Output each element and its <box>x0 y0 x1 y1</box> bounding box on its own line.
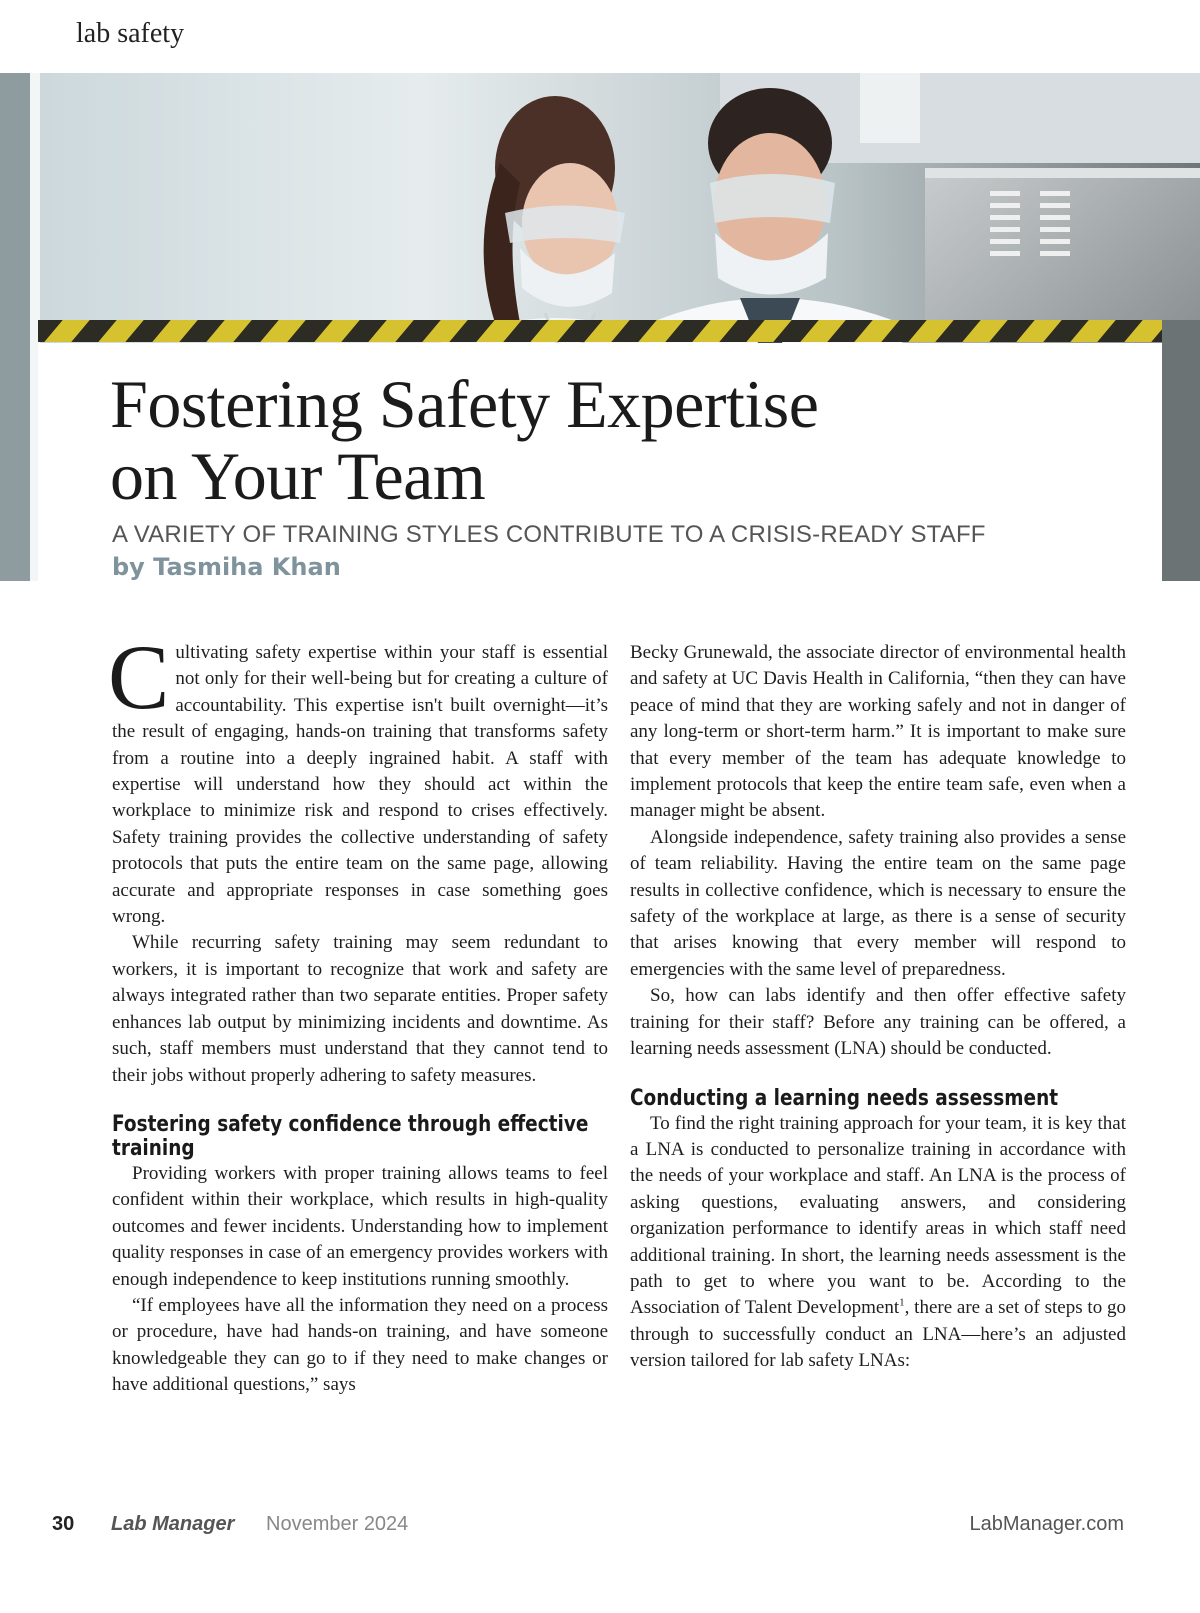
column-left <box>108 626 608 1399</box>
paragraph-8 <box>630 1111 1126 1375</box>
paragraph-7: So, how can labs identify and then offer effective safety training for their staff? Before any training can be offered, a learning needs assessment (LNA) should be conducted. <box>630 985 1126 1060</box>
paragraph-5: Becky Grunewald, the associate director of environmental health and safety at UC Davis Health in California, “then they can have peace of mind that they are working safely and not in danger of any long-term or short-term harm.” It is important to make sure that every member of the team has adequate knowledge to implement protocols that keep the entire team safe, even when a manager might be absent. <box>630 642 1126 822</box>
title-line-1: Fostering Safety Expertise <box>110 366 819 442</box>
paragraph-1-text: ultivating safety expertise within your staff is essential not only for their well-being but for creating a culture of accountability. This expertise isn't built overnight—it’s the result of engaging, hands-on training that transforms safety from a routine into a deeply ingrained habit. A staff with expertise will understand how they should act within the workplace to minimize risk and respond to crises effectively. Safety training provides the collective understanding of safety protocols that puts the entire team on the same page, allowing accurate and appropriate responses in case something goes wrong. <box>112 642 608 928</box>
paragraph-2: While recurring safety training may seem redundant to workers, it is important to recognize that work and safety are always integrated rather than two separate entities. Proper safety enhances lab output by minimizing incidents and downtime. As such, staff members must understand that they cannot tend to their jobs without properly adhering to safety measures. <box>112 932 608 1086</box>
article-title <box>110 368 818 512</box>
section-heading-2: Conducting a learning needs assessment <box>630 1085 1059 1111</box>
page-number: 30 <box>52 1513 75 1535</box>
drop-cap: C <box>108 626 170 728</box>
column-right <box>630 640 1126 1375</box>
paragraph-1 <box>108 626 608 930</box>
title-line-2: on Your Team <box>110 438 486 514</box>
article-subtitle: A VARIETY OF TRAINING STYLES CONTRIBUTE TO A CRISIS-READY STAFF <box>112 521 986 548</box>
paragraph-3: Providing workers with proper training allows teams to feel confident within their workplace, which results in high-quality outcomes and fewer incidents. Understanding how to implement quality responses in case of an emergency provides workers with enough independence to keep institutions running smoothly. <box>112 1162 608 1290</box>
paragraph-8-text: To find the right training approach for your team, it is key that a LNA is conducted to personalize training in accordance with the needs of your workplace and staff. An LNA is the process of asking questions, evaluating answers, and considering organization performance to identify areas in which staff need additional training. In short, the learning needs assessment is the path to get to where you want to be. According to the Association of Talent Development <box>630 1112 1126 1319</box>
article-byline: by Tasmiha Khan <box>112 553 341 581</box>
paragraph-6: Alongside independence, safety training also provides a sense of team reliability. Having the entire team on the same page results in collective confidence, which is necessary to ensure the safety of the workplace at large, as there is a sense of security that arises knowing that every member will respond to emergencies with the same level of preparedness. <box>630 826 1126 980</box>
paragraph-4: “If employees have all the information they need on a process or procedure, have had hands-on training, and have someone knowledgeable they can go to if they need to make changes or have additional questions,” says <box>112 1294 608 1396</box>
issue-date: November 2024 <box>266 1513 409 1535</box>
footnote-ref[interactable]: 1 <box>899 1297 905 1310</box>
website-link[interactable]: LabManager.com <box>969 1513 1124 1535</box>
section-heading-1: Fostering safety confidence through effective training <box>112 1111 589 1161</box>
section-label: lab safety <box>76 18 185 49</box>
paragraph-8-end: , there are a set of steps to go through to successfully conduct an LNA—here’s an adjusted version tailored for lab safety LNAs: <box>630 1297 1126 1372</box>
page-footer <box>0 1513 1200 1543</box>
magazine-name: Lab Manager <box>111 1513 235 1535</box>
